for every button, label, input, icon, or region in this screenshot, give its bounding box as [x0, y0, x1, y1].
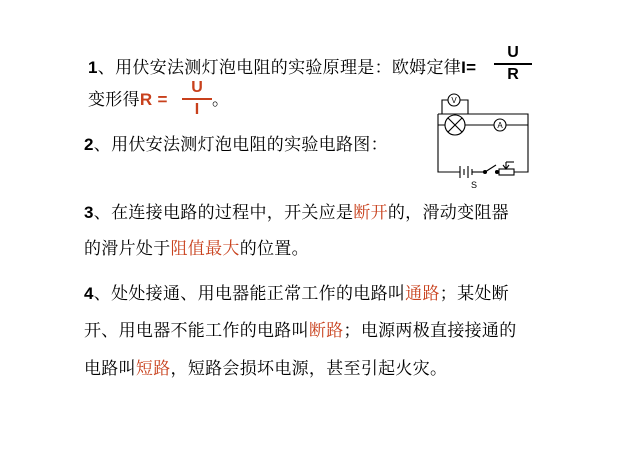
circuit-diagram: [428, 92, 540, 190]
item-4-line-1-red: 通路: [405, 284, 440, 304]
item-2: [84, 134, 388, 156]
switch-lever: [485, 165, 496, 172]
item-1-line-2: [88, 89, 168, 111]
r-numerator: U: [191, 79, 203, 96]
ohm-denominator: R: [507, 66, 519, 83]
item-2-text: 、用伏安法测灯泡电阻的实验电路图：: [93, 135, 388, 155]
item-1-line-2-text: 变形得: [88, 90, 140, 110]
item-3-line-2-b: 的位置。: [239, 239, 309, 259]
item-4-line-1: [84, 283, 509, 305]
battery-icon: [460, 166, 472, 178]
item-3-number: 3: [84, 203, 94, 222]
item-1-number: 1: [88, 58, 98, 77]
item-3-line-2-a: 的滑片处于: [84, 239, 171, 259]
item-4-line-1-a: 、处处接通、用电器能正常工作的电路叫: [93, 284, 406, 304]
r-fraction-bar: [182, 98, 212, 100]
item-3-line-1-a: 、在连接电路的过程中，开关应是: [93, 203, 354, 223]
r-formula-lhs: R =: [139, 90, 168, 109]
item-4-line-2-a: 开、用电器不能工作的电路叫: [84, 321, 309, 341]
voltmeter-label: V: [451, 96, 457, 105]
item-3-line-2-red: 阻值最大: [170, 239, 240, 259]
item-4-number: 4: [84, 284, 94, 303]
ohm-formula-lhs: I=: [461, 58, 477, 77]
item-4-line-2: [84, 320, 517, 342]
item-4-line-2-red: 断路: [308, 321, 344, 341]
ohm-law-fraction: [494, 44, 532, 84]
item-3-line-1: [84, 202, 509, 224]
item-4-line-3-b: ，短路会损坏电源，甚至引起火灾。: [170, 359, 448, 379]
ohm-numerator: U: [507, 44, 519, 61]
r-denominator: I: [194, 101, 200, 118]
item-1-period: 。: [212, 90, 230, 110]
switch-label: S: [470, 180, 478, 190]
item-3-line-2: [84, 238, 309, 260]
item-4-line-3-red: 短路: [135, 359, 171, 379]
r-formula-fraction: [182, 79, 212, 119]
item-4-line-3: [84, 358, 447, 380]
item-3-line-1-red: 断开: [353, 203, 388, 223]
lamp-cross: [448, 118, 462, 132]
ammeter-label: A: [497, 121, 503, 130]
item-4-line-1-b: ；某处断: [439, 284, 509, 304]
item-4-line-2-b: ；电源两极直接接通的: [343, 321, 517, 341]
circuit-wire-top: [438, 114, 528, 172]
item-3-line-1-b: 的，滑动变阻器: [387, 203, 509, 223]
item-1-line-1: [88, 57, 476, 79]
ohm-fraction-bar: [494, 63, 532, 65]
item-1-text: 、用伏安法测灯泡电阻的实验原理是：欧姆定律: [97, 58, 462, 78]
rheostat-icon: [499, 169, 514, 175]
item-4-line-3-a: 电路叫: [84, 359, 136, 379]
item-2-number: 2: [84, 135, 94, 154]
